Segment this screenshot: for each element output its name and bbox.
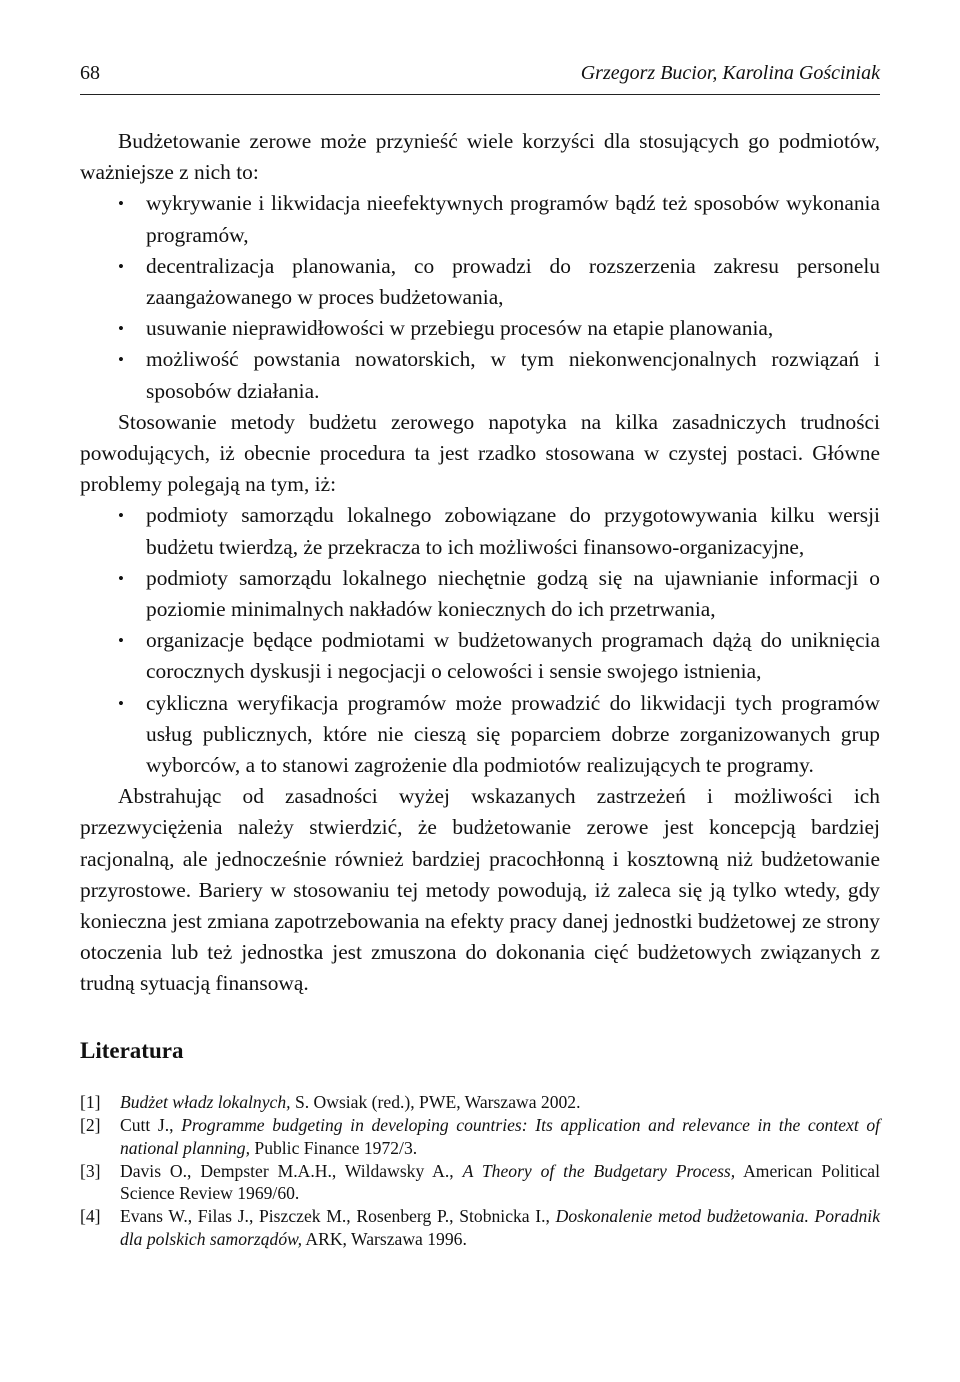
reference-number: [3] <box>80 1160 101 1181</box>
list-item: • organizacje będące podmiotami w budżetowanych programach dążą do uniknięcia corocznych dyskusji i negocjacji o celowości i sensie swojego istnienia, <box>80 625 880 687</box>
reference-title: Doskonalenie metod budżetowania. Poradnik dla polskich samorządów, <box>120 1206 880 1250</box>
reference-title: A Theory of the Budgetary Process, <box>462 1160 736 1181</box>
section-heading: Literatura <box>80 1038 184 1063</box>
running-head-authors: Grzegorz Bucior, Karolina Gościniak <box>580 62 880 84</box>
list-item: • cykliczna weryfikacja programów może prowadzić do likwidacji tych programów usług publicznych, które nie cieszą się poparciem dobrze zorganizowanych grup wyborców, a to stanowi zagrożenie dla podmiotów realizujących te programy. <box>80 688 880 782</box>
reference-authors: Evans W., Filas J., Piszczek M., Rosenberg P., Stobnicka I., <box>120 1206 556 1227</box>
reference-authors: Davis O., Dempster M.A.H., Wildawsky A., <box>120 1160 463 1181</box>
reference-item <box>80 1114 880 1159</box>
paragraph: Budżetowanie zerowe może przynieść wiele korzyści dla stosujących go podmiotów, ważniejsze z nich to: <box>80 129 880 185</box>
reference-item <box>80 1160 880 1205</box>
reference-item <box>80 1091 880 1114</box>
reference-details: Public Finance 1972/3. <box>250 1137 418 1158</box>
reference-details: S. Owsiak (red.), PWE, Warszawa 2002. <box>290 1092 581 1112</box>
list-item: • możliwość powstania nowatorskich, w tym niekonwencjonalnych rozwiązań i sposobów działania. <box>80 344 880 406</box>
list-item: • podmioty samorządu lokalnego zobowiązane do przygotowywania kilku wersji budżetu twierdzą, że przekracza to ich możliwości finansowo-organizacyjne, <box>80 500 880 562</box>
list-item: • decentralizacja planowania, co prowadzi do rozszerzenia zakresu personelu zaangażowanego w proces budżetowania, <box>80 251 880 313</box>
reference-details: American Political Science Review 1969/60. <box>120 1160 880 1204</box>
running-header <box>80 58 880 95</box>
reference-title: Budżet władz lokalnych, <box>120 1092 291 1112</box>
reference-item <box>80 1205 880 1250</box>
reference-number: [4] <box>80 1206 101 1227</box>
benefits-list <box>80 188 880 406</box>
reference-number: [1] <box>80 1092 101 1112</box>
problems-list <box>80 500 880 781</box>
body-text <box>80 126 880 1000</box>
reference-number: [2] <box>80 1115 101 1136</box>
paragraph: Abstrahując od zasadności wyżej wskazanych zastrzeżeń i możliwości ich przezwyciężenia należy stwierdzić, że budżetowanie zerowe jest koncepcją bardziej racjonalną, ale jednocześnie również bardziej pracochłonną i kosztowną niż budżetowanie przyrostowe. Bariery w stosowaniu tej metody powodują, iż zaleca się ją tylko wtedy, gdy konieczna jest zmiana zapotrzebowania na efekty pracy danej jednostki budżetowej ze strony otoczenia lub też jednostka jest zmuszona do dokonania cięć budżetowych związanych z trudną sytuacją finansową. <box>80 784 880 996</box>
paragraph: Stosowanie metody budżetu zerowego napotyka na kilka zasadniczych trudności powodujących, iż obecnie procedura ta jest rzadko stosowana w czystej postaci. Główne problemy polegają na tym, iż: <box>80 409 880 497</box>
reference-title: Programme budgeting in developing countries: Its application and relevance in the context of national planning, <box>120 1115 881 1158</box>
reference-list <box>80 1091 880 1251</box>
list-item: • podmioty samorządu lokalnego niechętnie godzą się na ujawnianie informacji o poziomie minimalnych nakładów koniecznych do ich przetrwania, <box>80 563 880 625</box>
reference-details: ARK, Warszawa 1996. <box>301 1229 467 1250</box>
page-number: 68 <box>80 62 100 84</box>
list-item: • wykrywanie i likwidacja nieefektywnych programów bądź też sposobów wykonania programów, <box>80 188 880 250</box>
list-item: • usuwanie nieprawidłowości w przebiegu procesów na etapie planowania, <box>80 313 880 344</box>
reference-authors: Cutt J., <box>120 1115 182 1136</box>
